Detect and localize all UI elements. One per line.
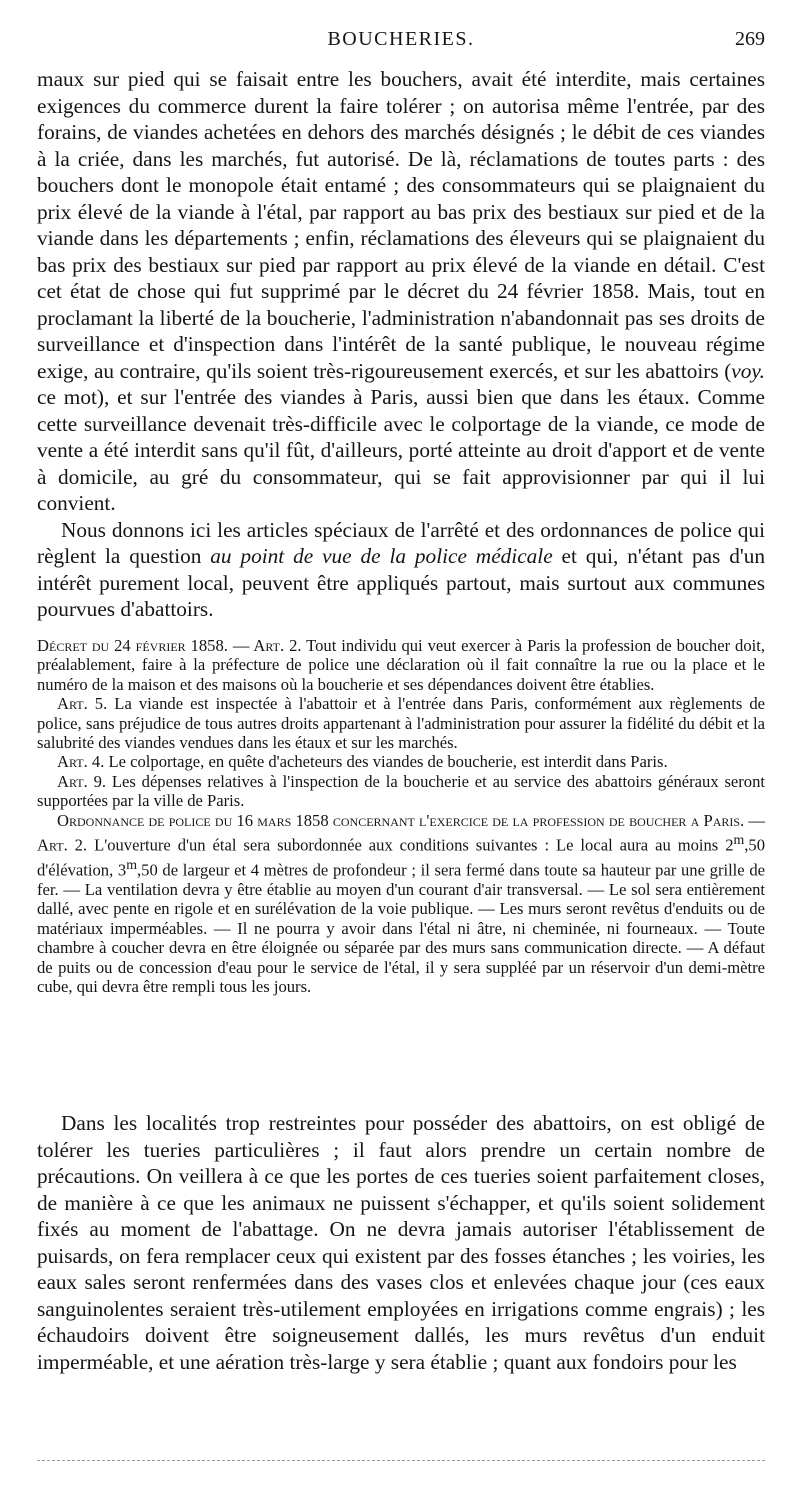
article-label: Art. 5.	[57, 694, 108, 714]
main-text-top	[37, 66, 765, 623]
paragraph-text-tail: et qui, n'étant pas d'un intérêt purement local, peuvent être appliqués partout, mais surtout aux communes pourvues d'abattoirs.	[37, 544, 765, 621]
paragraph-text: Nous donnons ici les articles spéciaux de l'arrêté et des ordonnances de police qui règlent la question	[37, 517, 765, 568]
italic-phrase: au point de vue de la police médicale	[210, 544, 553, 568]
page-number: 269	[735, 28, 765, 50]
paragraph-tueries: Dans les localités trop restreintes pour posséder des abattoirs, on est obligé de tolérer les tueries particulières ; il faut alors prendre un certain nombre de précautions. On veillera à ce que les portes de ces tueries soient parfaitement closes, de manière à ce que les animaux ne puissent s'échapper, et qu'ils soient solidement fixés au moment de l'abattage. On ne devra jamais autoriser l'établissement de puisards, on fera remplacer ceux qui existent par des fosses étanches ; les voiries, les eaux sales seront renfermées dans des vases clos et enlevées chaque jour (ces eaux sanguinolentes seraient très-utilement employées en irrigations comme engrais) ; les échaudoirs doivent être soigneusement dallés, les murs revêtus d'un enduit imperméable, et une aération très-large y sera établie ; quant aux fondoirs pour les	[37, 1111, 765, 1374]
article-text: ,50 d'élévation, 3	[37, 835, 766, 880]
running-title: BOUCHERIES.	[327, 28, 475, 50]
ordinance-article-2	[37, 811, 765, 997]
decree-article-9	[37, 772, 765, 811]
paragraph-intro-articles	[37, 517, 765, 623]
footer-rule	[37, 1460, 765, 1461]
see-reference: voy.	[731, 358, 765, 383]
ordinance-heading: Ordonnance de police du 16 mars 1858 concernant l'exercice de la profession de boucher a Paris.	[57, 810, 745, 830]
paragraph-text-tail: ce mot), et sur l'entrée des viandes à Paris, aussi bien que dans les étaux. Comme cette surveillance devenait très-difficile avec le colportage de la viande, ce mode de vente a été interdit sans qu'il fût, d'ailleurs, porté atteinte au droit d'apport et de vente à domicile, au gré du consommateur, qui se fait approvisionner par qui il lui convient.	[37, 385, 765, 515]
article-label: Art. 9.	[57, 771, 107, 791]
legal-extracts	[37, 636, 765, 996]
decree-article-3	[37, 694, 765, 752]
unit-superscript: m	[126, 857, 137, 872]
article-text: La viande est inspectée à l'abattoir et à l'entrée dans Paris, conformément aux règlements de police, sans préjudice de tous autres droits appartenant à l'administration pour assurer la fidélité du débit et la salubrité des viandes vendues dans les étaux et sur les marchés.	[37, 694, 766, 753]
article-text: Tout individu qui veut exercer à Paris la profession de boucher doit, préalablement, faire à la préfecture de police une déclaration où il fait connaître la rue ou la place et le numéro de la maison et des maisons où la boucherie et ses dépendances doivent être établies.	[37, 636, 765, 694]
paragraph-text: maux sur pied qui se faisait entre les bouchers, avait été interdite, mais certaines exigences du commerce durent la faire tolérer ; on autorisa même l'entrée, par des forains, de viandes achetées en dehors des marchés désignés ; le débit de ces viandes à la criée, dans les marchés, fut autorisé. De là, réclamations de toutes parts : des bouchers dont le monopole était entamé ; des consommateurs qui se plaignaient du prix élevé de la viande à l'étal, par rapport au bas prix des bestiaux sur pied et de la viande dans les départements ; enfin, réclamations des éleveurs qui se plaignaient du bas prix des bestiaux sur pied par rapport au prix élevé de la viande en détail. C'est cet état de chose qui fut supprimé par le décret du 24 février 1858. Mais, tout en proclamant la liberté de la boucherie, l'administration n'abandonnait pas ses droits de surveillance et d'inspection dans l'intérêt de la santé publique, le nouveau régime exige, au contraire, qu'ils soient très-rigoureusement exercés, et sur les abattoirs (	[37, 67, 765, 383]
article-text: Le colportage, en quête d'acheteurs des viandes de boucherie, est interdit dans Paris.	[104, 752, 668, 772]
article-text: Les dépenses relatives à l'inspection de la boucherie et au service des abattoirs généraux seront supportées par la ville de Paris.	[37, 771, 766, 811]
decree-article-2	[37, 636, 765, 694]
article-text: ,50 de largeur et 4 mètres de profondeur ; il sera fermé dans toute sa hauteur par une grille de fer. — La ventilation devra y être établie au moyen d'un courant d'air transversal. — Le sol sera entièrement dallé, avec pente en rigole et en surélévation de la voie publique. — Les murs seront revêtus d'enduits ou de matériaux imperméables. — Il ne pourra y avoir dans l'étal ni âtre, ni cheminée, ni fourneaux. — Toute chambre à coucher devra en être éloignée ou séparée par des murs sans communication directe. — A défaut de puits ou de concession d'eau pour le service de l'étal, il y sera suppléé par un réservoir d'un demi-mètre cube, qui devra être rempli tous les jours.	[37, 860, 765, 996]
paragraph-continued	[37, 66, 765, 517]
decree-article-4	[37, 752, 765, 771]
article-label: — Art. 2.	[232, 636, 302, 655]
article-label: Art. 4.	[57, 752, 105, 772]
article-label: — Art. 2.	[37, 810, 765, 855]
unit-superscript: m	[733, 832, 745, 848]
running-header	[37, 28, 765, 58]
main-text-bottom	[37, 1110, 765, 1375]
article-text: L'ouverture d'un étal sera subordonnée aux conditions suivantes : Le local aura au moins 2	[87, 835, 734, 855]
decree-heading: Décret du 24 février 1858.	[37, 636, 228, 655]
